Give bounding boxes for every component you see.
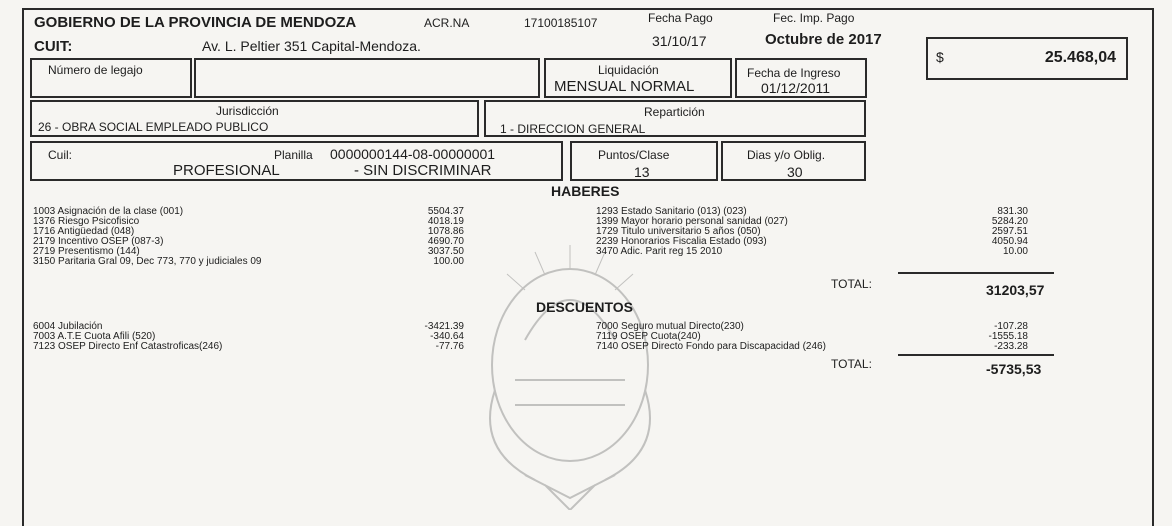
dias-value: 30 [787,164,803,180]
haberes-title: HABERES [551,183,620,199]
descuentos-left-values [400,322,464,352]
descuento-item: 7123 OSEP Directo Enf Catastroficas(246) [33,341,223,352]
haberes-left-items [33,207,261,267]
haberes-item: 1716 Antigüedad (048) [33,226,135,237]
fecha-ingreso-value: 01/12/2011 [761,80,831,96]
descuento-amount: -340.64 [430,331,464,342]
profesional-label: PROFESIONAL [173,162,280,179]
planilla-label: Planilla [274,148,313,162]
puntos-label: Puntos/Clase [598,148,670,162]
seal-oval [492,269,648,461]
currency-symbol: $ [936,49,944,65]
reparticion-value: 1 - DIRECCION GENERAL [500,122,646,136]
dias-label: Dias y/o Oblig. [747,148,826,162]
descuento-amount: -1555.18 [988,331,1028,342]
haberes-amount: 3037.50 [427,246,464,257]
seal-bands [515,380,625,405]
descuentos-total-value: -5735,53 [986,361,1042,377]
dias-box [721,141,866,181]
haberes-amount: 831.30 [997,206,1028,217]
haberes-amount: 4050.94 [991,236,1028,247]
haberes-item: 1003 Asignación de la clase (001) [33,206,184,217]
jurisdiccion-value: 26 - OBRA SOCIAL EMPLEADO PUBLICO [38,120,269,134]
puntos-value: 13 [634,164,650,180]
haberes-item: 1293 Estado Sanitario (013) (023) [596,206,747,217]
descuento-item: 7000 Seguro mutual Directo(230) [596,321,744,332]
haberes-amount: 2597.51 [991,226,1028,237]
seal-laurel [490,390,650,480]
haberes-amount: 100.00 [433,256,464,267]
cuit-label: CUIT: [34,38,73,55]
haberes-left-values [390,207,464,267]
descuentos-total-label: TOTAL: [831,357,872,371]
descuento-amount: -3421.39 [424,321,464,332]
descuento-item: 7140 OSEP Directo Fondo para Discapacidad (246) [596,341,826,352]
address: Av. L. Peltier 351 Capital-Mendoza. [202,38,421,54]
planilla-value: 0000000144-08-00000001 [330,146,496,162]
haberes-amount: 5284.20 [991,216,1028,227]
haberes-item: 3150 Paritaria Gral 09, Dec 773, 770 y judiciales 09 [33,256,262,267]
left-border-line [22,8,24,526]
descuentos-title: DESCUENTOS [536,299,633,315]
fecha-ingreso-label: Fecha de Ingreso [747,66,841,80]
descuentos-left-items [33,322,222,352]
legajo-label: Número de legajo [48,63,143,77]
descuento-amount: -77.76 [435,341,464,352]
haberes-amount: 1078.86 [427,226,464,237]
haberes-item: 2179 Incentivo OSEP (087-3) [33,236,164,247]
descuento-amount: -107.28 [994,321,1028,332]
liquidacion-box [544,58,732,98]
government-title: GOBIERNO DE LA PROVINCIA DE MENDOZA [34,14,357,31]
haberes-total-label: TOTAL: [831,277,872,291]
descuento-item: 7003 A.T.E Cuota Afili (520) [33,331,156,342]
puntos-box [570,141,718,181]
jurisdiccion-label: Jurisdicción [216,104,279,118]
haberes-amount: 4018.19 [427,216,464,227]
haberes-total-value: 31203,57 [986,282,1045,298]
descuento-amount: -233.28 [994,341,1028,352]
right-border-line [1152,8,1154,526]
seal-ribbon [525,475,615,510]
top-border-line [22,8,1154,10]
liquidacion-value: MENSUAL NORMAL [554,78,695,95]
jurisdiccion-box [30,100,479,137]
name-box [194,58,540,98]
province-seal-watermark [455,230,685,510]
haberes-item: 2239 Honorarios Fiscalia Estado (093) [596,236,767,247]
legajo-box [30,58,192,98]
haberes-item: 1399 Mayor horario personal sanidad (027) [596,216,788,227]
descuentos-right-items [596,322,826,352]
haberes-right-items [596,207,788,257]
descuentos-right-values [958,322,1028,352]
descuentos-total-rule [898,354,1054,356]
net-amount-box [926,37,1128,80]
haberes-amount: 10.00 [1002,246,1028,257]
descuento-item: 6004 Jubilación [33,321,103,332]
cuil-box [30,141,563,181]
haberes-item: 1729 Titulo universitario 5 años (050) [596,226,761,237]
haberes-item: 1376 Riesgo Psicofisico [33,216,140,227]
fecha-ingreso-box [735,58,867,98]
descuento-item: 7119 OSEP Cuota(240) [596,331,701,342]
haberes-amount: 4690.70 [427,236,464,247]
fecha-pago-value: 31/10/17 [652,33,707,49]
haberes-total-rule [898,272,1054,274]
fec-imp-label: Fec. Imp. Pago [773,11,855,25]
liquidacion-label: Liquidación [598,63,659,77]
haberes-item: 3470 Adic. Parit reg 15 2010 [596,246,723,257]
reparticion-label: Repartición [644,105,705,119]
reparticion-box [484,100,866,137]
document-code: 17100185107 [524,16,598,30]
haberes-item: 2719 Presentismo (144) [33,246,140,257]
acr-code: ACR.NA [424,16,470,30]
net-amount: 25.468,04 [1044,49,1116,66]
cuil-label: Cuil: [48,148,73,162]
haberes-amount: 5504.37 [427,206,464,217]
fec-imp-value: Octubre de 2017 [765,31,882,48]
sin-discriminar-label: - SIN DISCRIMINAR [354,162,492,179]
haberes-right-values [958,207,1028,257]
fecha-pago-label: Fecha Pago [648,11,713,25]
